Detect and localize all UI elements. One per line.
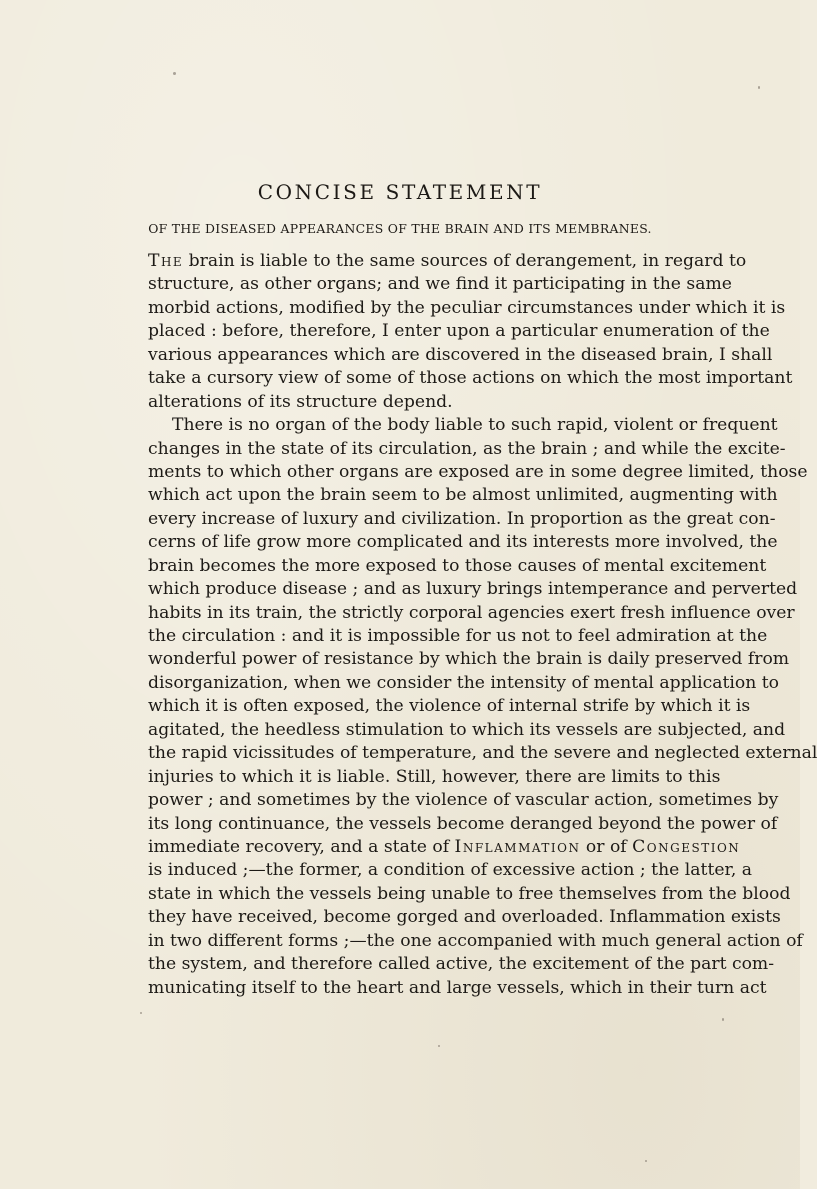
text-line: ments to which other organs are exposed are in some degree limited, those (148, 461, 808, 482)
paper-speck (722, 1018, 724, 1021)
paper-speck (758, 86, 760, 89)
text-line: structure, as other organs; and we find it participating in the same (148, 274, 732, 295)
text-line: The brain is liable to the same sources of derangement, in regard to (148, 251, 747, 271)
text-line: the system, and therefore called active, the excitement of the part com- (148, 954, 775, 975)
text-line: morbid actions, modified by the peculiar circumstances under which it is (148, 297, 786, 318)
body-text (148, 250, 817, 1000)
text-line: the rapid vicissitudes of temperature, and the severe and neglected external (148, 743, 817, 764)
text-line: state in which the vessels being unable to free themselves from the blood (148, 883, 791, 904)
text-line: changes in the state of its circulation, as the brain ; and while the excite- (148, 438, 786, 459)
text-line: habits in its train, the strictly corporal agencies exert fresh influence over (148, 602, 795, 623)
text-line: immediate recovery, and a state of Inflammation or of Congestion (148, 836, 741, 857)
text-line: which act upon the brain seem to be almost unlimited, augmenting with (148, 485, 778, 506)
text-line: is induced ;—the former, a condition of excessive action ; the latter, a (148, 860, 753, 881)
text-line: There is no organ of the body liable to such rapid, violent or frequent (172, 415, 778, 436)
text-line: power ; and sometimes by the violence of vascular action, sometimes by (148, 790, 779, 811)
text-line: wonderful power of resistance by which the brain is daily preserved from (148, 649, 790, 670)
text-line: the circulation : and it is impossible for us not to feel admiration at the (148, 626, 768, 646)
text-line: every increase of luxury and civilization. In proportion as the great con- (148, 508, 776, 529)
text-line: alterations of its structure depend. (148, 391, 453, 412)
text-line: placed : before, therefore, I enter upon a particular enumeration of the (148, 321, 770, 342)
text-line: disorganization, when we consider the intensity of mental application to (148, 672, 780, 693)
page-subtitle: OF THE DISEASED APPEARANCES OF THE BRAIN AND ITS MEMBRANES. (148, 221, 652, 236)
paper-speck (645, 1160, 647, 1162)
paper-speck (173, 72, 176, 75)
paper-speck (438, 1045, 440, 1047)
text-line: which produce disease ; and as luxury brings intemperance and perverted (148, 579, 798, 600)
text-line: brain becomes the more exposed to those causes of mental excitement (148, 555, 767, 576)
page-title: CONCISE STATEMENT (257, 180, 543, 204)
text-line: take a cursory view of some of those actions on which the most important (148, 368, 793, 389)
text-line: in two different forms ;—the one accompanied with much general action of (148, 930, 803, 951)
text-line: agitated, the heedless stimulation to which its vessels are subjected, and (148, 719, 786, 740)
text-line: its long continuance, the vessels become deranged beyond the power of (148, 813, 778, 834)
term-inflammation: Inflammation (454, 836, 581, 857)
text-line: municating itself to the heart and large vessels, which in their turn act (148, 977, 767, 998)
drop-word: The (148, 251, 184, 271)
text-line: various appearances which are discovered in the diseased brain, I shall (148, 344, 773, 365)
text-line: which it is often exposed, the violence of internal strife by which it is (148, 696, 751, 717)
text-line: they have received, become gorged and overloaded. Inflammation exists (148, 907, 781, 928)
text-line: cerns of life grow more complicated and its interests more involved, the (148, 532, 778, 553)
text-line: injuries to which it is liable. Still, however, there are limits to this (148, 766, 721, 787)
term-congestion: Congestion (632, 836, 741, 857)
paper-speck (140, 1012, 142, 1014)
